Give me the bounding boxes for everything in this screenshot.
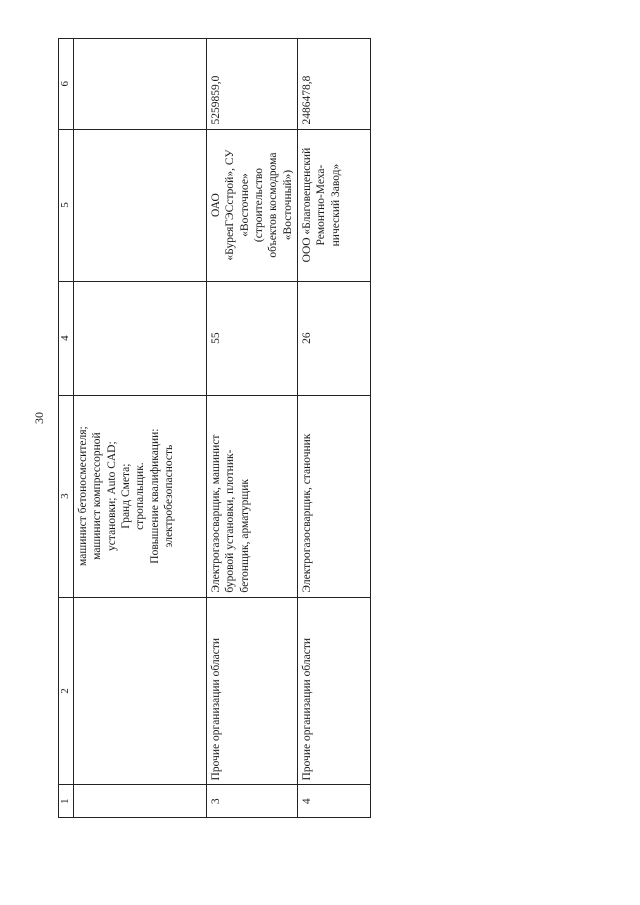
cell-no: 3	[206, 785, 297, 818]
cell-count	[73, 281, 206, 395]
cell-org: Прочие организации области	[206, 597, 297, 785]
cell-org	[73, 597, 206, 785]
table-row	[298, 39, 371, 818]
header-col-2: 2	[59, 597, 74, 785]
cell-professions: Электрогазосварщик, станочник	[298, 395, 371, 597]
table-row	[206, 39, 297, 818]
cell-amount: 2486478,8	[298, 39, 371, 130]
data-table	[58, 38, 371, 818]
cell-count: 55	[206, 281, 297, 395]
header-col-6: 6	[59, 39, 74, 130]
table-row	[73, 39, 206, 818]
header-col-4: 4	[59, 281, 74, 395]
header-col-3: 3	[59, 395, 74, 597]
header-col-5: 5	[59, 129, 74, 281]
cell-professions: Электрогазосварщик, машинист буровой установки, плотник-бетонщик, арматурщик	[206, 395, 297, 597]
cell-employer: ООО «Благовещенский Ремонтно-Меха- нический Завод»	[298, 129, 371, 281]
cell-amount: 5259859,0	[206, 39, 297, 130]
header-row	[59, 39, 74, 818]
cell-org: Прочие организации области	[298, 597, 371, 785]
cell-no: 4	[298, 785, 371, 818]
cell-professions: машинист бетоносмесителя; машинист компрессорной установки; Auto CAD; Гранд Смета; стропальщик. Повышение квалификации: электробезопасность	[73, 395, 206, 597]
cell-employer	[73, 129, 206, 281]
cell-amount	[73, 39, 206, 130]
cell-no	[73, 785, 206, 818]
cell-employer: ОАО «БуреяГЭСстрой», СУ «Восточное» (строительство объектов космодрома «Восточный»)	[206, 129, 297, 281]
header-col-1: 1	[59, 785, 74, 818]
cell-count: 26	[298, 281, 371, 395]
training-table	[58, 38, 356, 818]
page-number: 30	[32, 412, 46, 424]
